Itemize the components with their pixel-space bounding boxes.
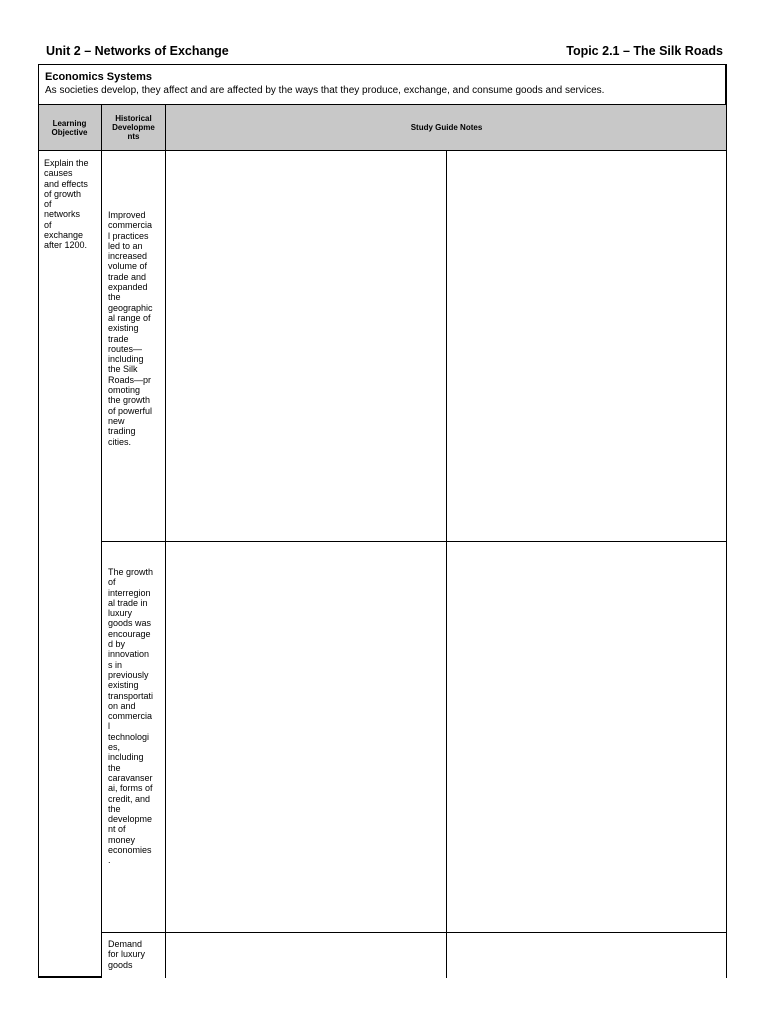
section-title: Economics Systems [45, 71, 152, 83]
economics-systems-box [38, 64, 726, 104]
col-header-learning-objective: Learning Objective [51, 118, 88, 137]
learning-objective-text: Explain the causes and effects of growth of networks of exchange after 1200. [44, 158, 89, 251]
development-text-2: The growth of interregion al trade in luxury goods was encourage d by innovation s in previously existing transportati on and commercia l technologi es, including the caravanser ai, forms of credit, and the developme nt of money economies . [108, 567, 154, 866]
development-text-3: Demand for luxury goods [108, 939, 146, 970]
notes-cell-row3-left[interactable] [166, 933, 446, 978]
col-header-study-guide-notes: Study Guide Notes [410, 123, 483, 132]
rule-col-1 [101, 104, 102, 978]
col-header-historical-developments: Historical Developme nts [112, 114, 155, 141]
table-header-row [38, 104, 727, 151]
notes-cell-row1-right[interactable] [447, 151, 726, 541]
development-text-1: Improved commercia l practices led to an increased volume of trade and expanded the geographic al range of existing trade routes— including the Silk Roads—pr omoting the growth of powerful new trading cities. [108, 210, 153, 447]
notes-cell-row2-right[interactable] [447, 542, 726, 932]
rule-right [726, 64, 727, 978]
notes-cell-row2-left[interactable] [166, 542, 446, 932]
notes-cell-row1-left[interactable] [166, 151, 446, 541]
notes-cell-row3-right[interactable] [447, 933, 726, 978]
section-description: As societies develop, they affect and are affected by the ways that they produce, exchange, and consume goods and services. [45, 85, 605, 96]
rule-top-header [38, 104, 727, 105]
rule-left [38, 104, 39, 978]
page-header-unit: Unit 2 – Networks of Exchange [46, 44, 229, 58]
page-header-topic: Topic 2.1 – The Silk Roads [566, 44, 723, 58]
rule-bottom-objective [38, 976, 102, 978]
